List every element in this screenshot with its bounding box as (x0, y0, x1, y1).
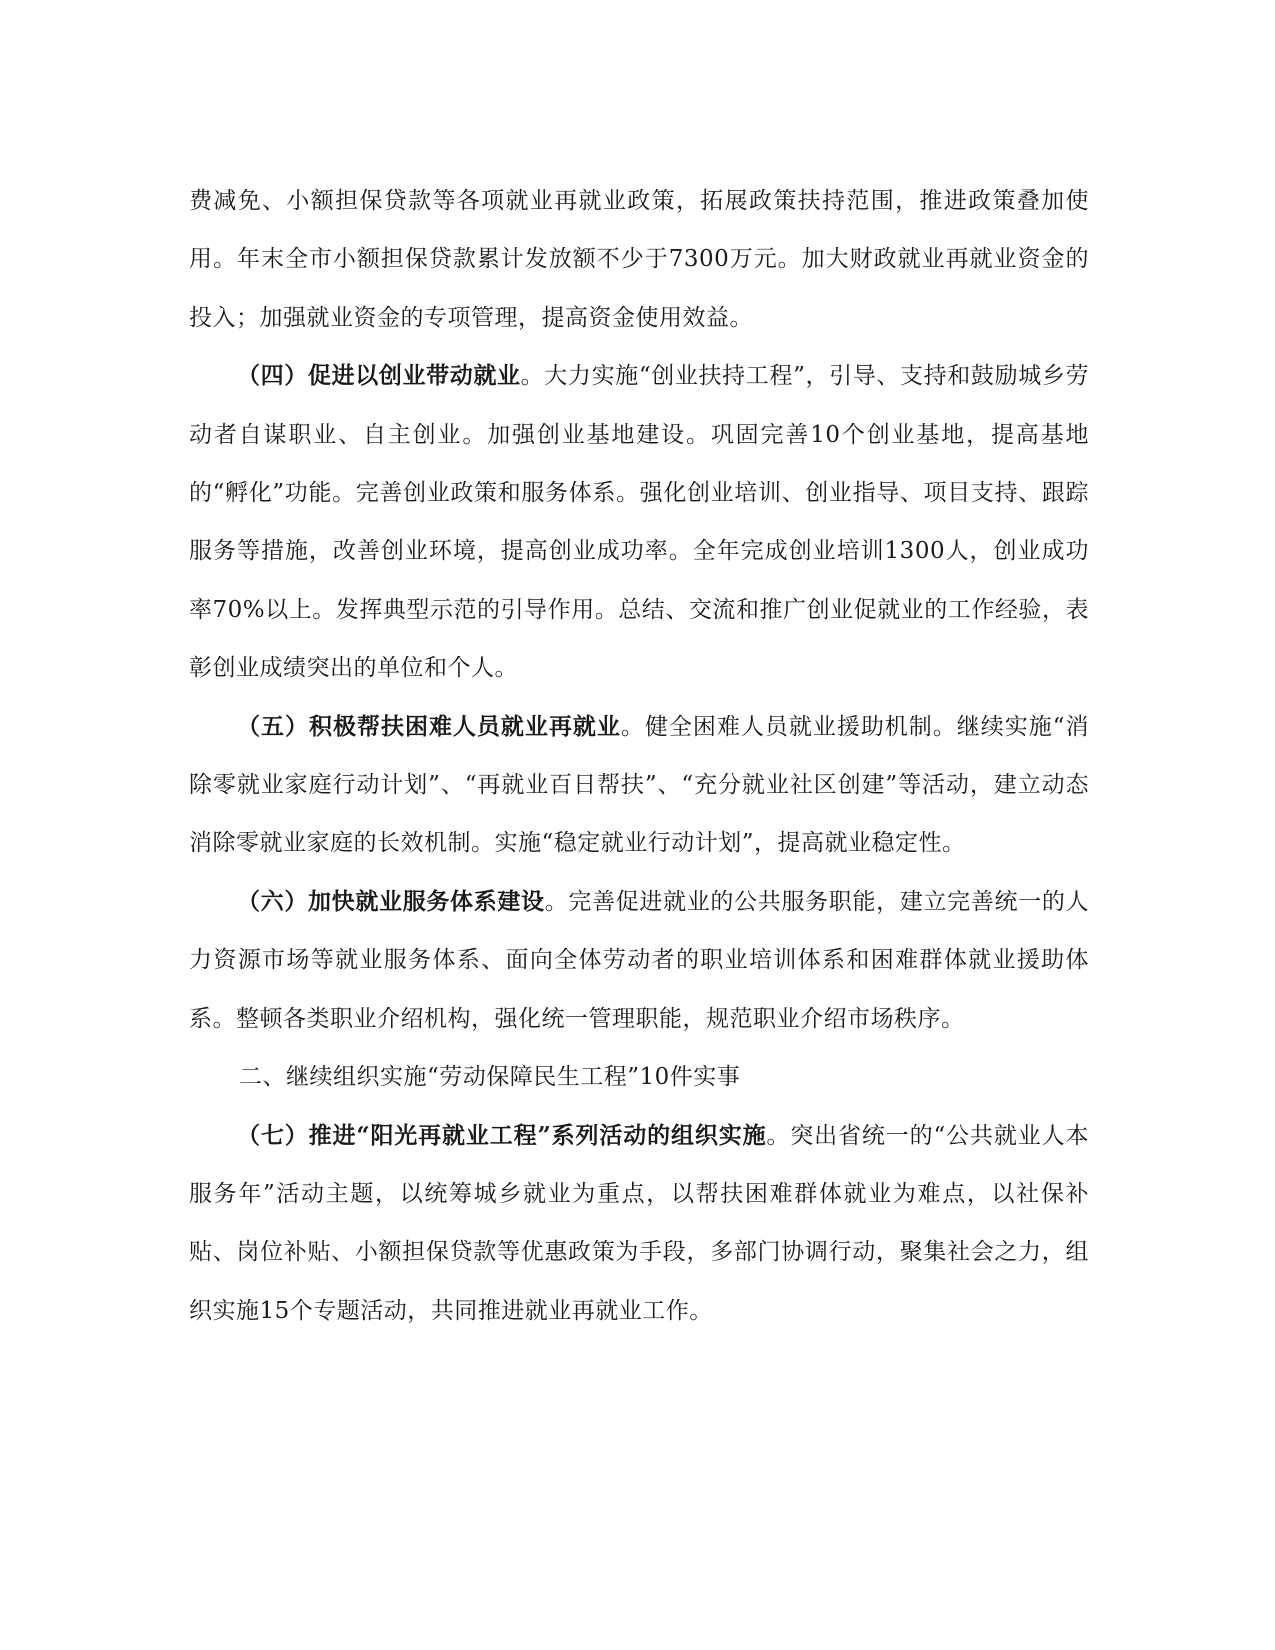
paragraph-service-system (189, 873, 1089, 1048)
section-heading-two (189, 1048, 1089, 1106)
paragraph-text: 。健全困难人员就业援助机制。继续实施“消除零就业家庭行动计划”、“再就业百日帮扶”、“充分就业社区创建”等活动，建立动态消除零就业家庭的长效机制。实施“稳定就业行动计划”，提高就业稳定性。 (189, 713, 1090, 857)
section-heading-five: （五）积极帮扶困难人员就业再就业 (237, 712, 621, 740)
paragraph-entrepreneurship (189, 347, 1089, 697)
paragraph-text: 。突出省统一的“公共就业人本服务年”活动主题，以统筹城乡就业为重点，以帮扶困难群体就业为难点，以社保补贴、岗位补贴、小额担保贷款等优惠政策为手段，多部门协调行动，聚集社会之力，组织实施15个专题活动，共同推进就业再就业工作。 (189, 1122, 1089, 1324)
paragraph-assistance (189, 698, 1089, 873)
section-heading-six: （六）加快就业服务体系建设 (237, 887, 545, 915)
heading-text: 二、继续组织实施“劳动保障民生工程”10件实事 (239, 1064, 741, 1091)
paragraph-text: 。大力实施“创业扶持工程”，引导、支持和鼓励城乡劳动者自谋职业、自主创业。加强创业基地建设。巩固完善10个创业基地，提高基地的“孵化”功能。完善创业政策和服务体系。强化创业培训、创业指导、项目支持、跟踪服务等措施，改善创业环境，提高创业成功率。全年完成创业培训1300人，创业成功率70%以上。发挥典型示范的引导作用。总结、交流和推广创业促就业的工作经验，表彰创业成绩突出的单位和个人。 (189, 363, 1089, 682)
paragraph-text: 。完善促进就业的公共服务职能，建立完善统一的人力资源市场等就业服务体系、面向全体劳动者的职业培训体系和困难群体就业援助体系。整顿各类职业介绍机构，强化统一管理职能，规范职业介绍市场秩序。 (189, 888, 1090, 1032)
document-body (189, 172, 1089, 1340)
paragraph-sunshine-project (189, 1107, 1089, 1341)
paragraph-policy-funding (189, 172, 1089, 347)
paragraph-text: 费减免、小额担保贷款等各项就业再就业政策，拓展政策扶持范围，推进政策叠加使用。年末全市小额担保贷款累计发放额不少于7300万元。加大财政就业再就业资金的投入；加强就业资金的专项管理，提高资金使用效益。 (189, 188, 1089, 331)
section-heading-seven: （七）推进“阳光再就业工程”系列活动的组织实施 (237, 1121, 767, 1149)
section-heading-four: （四）促进以创业带动就业 (237, 362, 521, 390)
